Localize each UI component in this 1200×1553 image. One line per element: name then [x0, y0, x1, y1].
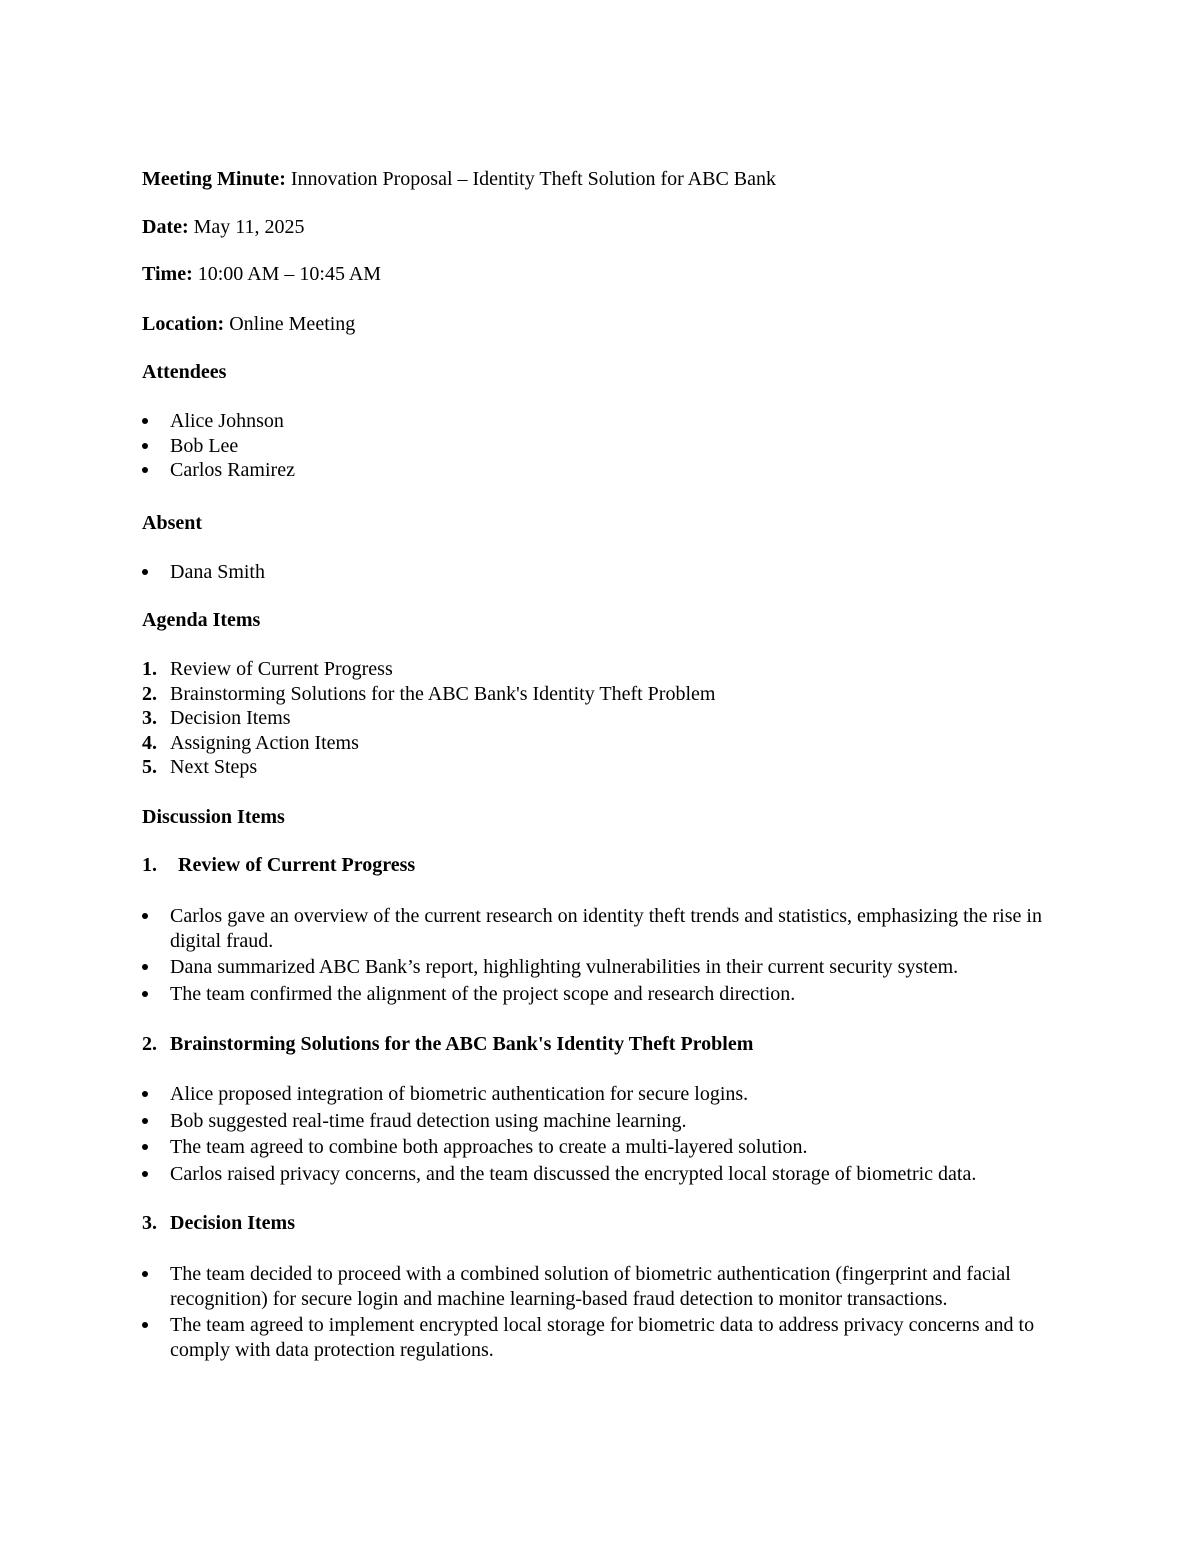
- agenda-item-text: Brainstorming Solutions for the ABC Bank's Identity Theft Problem: [170, 682, 716, 705]
- attendee-name: Alice Johnson: [170, 410, 284, 432]
- discussion-point: The team confirmed the alignment of the project scope and research direction.: [170, 982, 796, 1005]
- list-item: [142, 755, 1062, 780]
- list-item: [142, 982, 1062, 1007]
- item-number: 3.: [142, 707, 157, 729]
- absent-list: [142, 560, 1062, 585]
- list-item: [142, 904, 1062, 953]
- discussion-section-2-list: [142, 1082, 1062, 1186]
- list-item: [142, 657, 1062, 682]
- list-item: [142, 1262, 1042, 1311]
- attendee-name: Carlos Ramirez: [170, 459, 295, 481]
- meeting-title-line: [142, 167, 776, 191]
- meeting-label: Meeting Minute:: [142, 168, 286, 190]
- time-line: [142, 262, 381, 286]
- discussion-section-2-heading: [142, 1032, 753, 1056]
- discussion-point: Carlos gave an overview of the current research on identity theft trends and statistics, emphasizing the rise in digital fraud.: [170, 905, 1042, 952]
- time-value: 10:00 AM – 10:45 AM: [197, 263, 382, 285]
- location-line: [142, 312, 355, 336]
- item-number: 2.: [142, 682, 157, 705]
- date-value: May 11, 2025: [193, 216, 305, 238]
- location-label: Location:: [142, 313, 225, 335]
- agenda-item-text: Assigning Action Items: [170, 731, 359, 754]
- list-item: [142, 1135, 1062, 1160]
- discussion-point: Dana summarized ABC Bank’s report, highlighting vulnerabilities in their current security system.: [170, 956, 959, 978]
- date-label: Date:: [142, 216, 189, 238]
- attendee-name: Bob Lee: [170, 434, 239, 457]
- attendees-list: [142, 409, 1062, 483]
- absent-name: Dana Smith: [170, 561, 265, 583]
- item-number: 4.: [142, 731, 157, 754]
- discussion-section-3-list: [142, 1262, 1042, 1362]
- discussion-section-1-list: [142, 904, 1062, 1006]
- section-number: 3.: [142, 1212, 157, 1234]
- list-item: [142, 955, 1062, 980]
- list-item: [142, 682, 1062, 707]
- section-title: Review of Current Progress: [178, 854, 416, 876]
- section-title: Decision Items: [170, 1212, 295, 1234]
- item-number: 5.: [142, 756, 157, 778]
- section-title: Brainstorming Solutions for the ABC Bank's Identity Theft Problem: [170, 1033, 754, 1055]
- list-item: [142, 1162, 1062, 1187]
- discussion-point: Carlos raised privacy concerns, and the team discussed the encrypted local storage of biometric data.: [170, 1162, 977, 1185]
- list-item: [142, 1082, 1062, 1107]
- discussion-point: The team agreed to implement encrypted local storage for biometric data to address privacy concerns and to comply with data protection regulations.: [170, 1314, 1035, 1361]
- section-number: 2.: [142, 1033, 157, 1055]
- list-item: [142, 434, 1062, 459]
- date-line: [142, 215, 305, 239]
- list-item: [142, 458, 1062, 483]
- item-number: 1.: [142, 658, 157, 680]
- list-item: [142, 560, 1062, 585]
- list-item: [142, 706, 1062, 731]
- discussion-point: The team agreed to combine both approaches to create a multi-layered solution.: [170, 1136, 808, 1158]
- agenda-heading: Agenda Items: [142, 609, 261, 631]
- list-item: [142, 1109, 1062, 1134]
- agenda-list: [142, 657, 1062, 780]
- discussion-section-1-heading: [142, 853, 415, 877]
- agenda-item-text: Decision Items: [170, 707, 291, 729]
- absent-heading: Absent: [142, 512, 203, 534]
- discussion-heading: Discussion Items: [142, 806, 285, 828]
- attendees-heading: Attendees: [142, 361, 227, 383]
- discussion-section-3-heading: [142, 1211, 295, 1235]
- discussion-point: Alice proposed integration of biometric authentication for secure logins.: [170, 1083, 749, 1105]
- list-item: [142, 409, 1062, 434]
- list-item: [142, 731, 1062, 756]
- meeting-value: Innovation Proposal – Identity Theft Solution for ABC Bank: [290, 168, 777, 190]
- agenda-item-text: Next Steps: [170, 756, 258, 778]
- discussion-point: The team decided to proceed with a combined solution of biometric authentication (fingerprint and facial recognition) for secure login and machine learning-based fraud detection to monitor transactions.: [170, 1263, 1011, 1310]
- time-label: Time:: [142, 263, 193, 285]
- list-item: [142, 1313, 1042, 1362]
- location-value: Online Meeting: [229, 313, 356, 335]
- agenda-item-text: Review of Current Progress: [170, 658, 393, 680]
- section-number: 1.: [142, 854, 157, 876]
- discussion-point: Bob suggested real-time fraud detection using machine learning.: [170, 1109, 687, 1132]
